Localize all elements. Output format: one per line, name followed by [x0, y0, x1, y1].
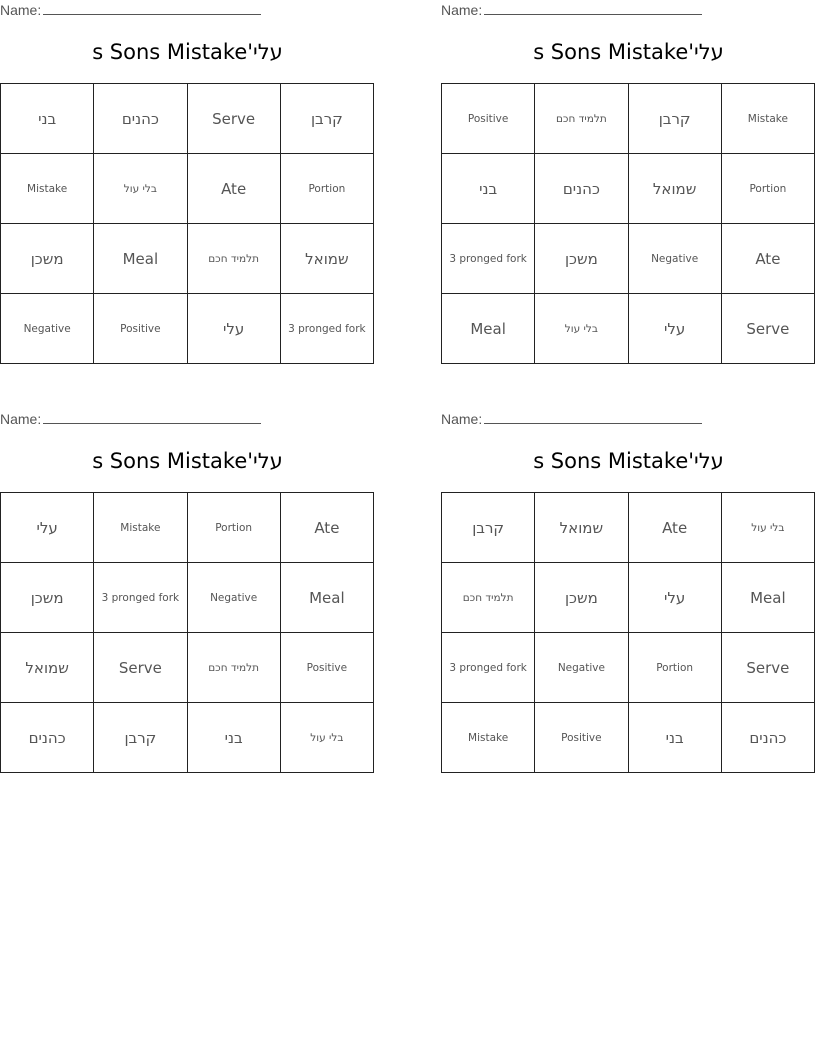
bingo-cell: כהנים — [94, 84, 187, 154]
bingo-cell: בלי עול — [535, 294, 628, 364]
name-field — [441, 2, 702, 18]
bingo-cell: Meal — [442, 294, 535, 364]
bingo-cell: בני — [628, 703, 721, 773]
grid-row — [1, 493, 374, 563]
grid-row — [1, 633, 374, 703]
bingo-cell: בני — [1, 84, 94, 154]
bingo-cell: Mistake — [94, 493, 187, 563]
grid-row — [1, 154, 374, 224]
bingo-grid — [441, 492, 815, 773]
bingo-cell: שמואל — [535, 493, 628, 563]
bingo-cell: Portion — [187, 493, 280, 563]
bingo-cell: Mistake — [1, 154, 94, 224]
grid-row — [442, 84, 815, 154]
grid-row — [442, 703, 815, 773]
bingo-cell: 3 pronged fork — [442, 633, 535, 703]
bingo-cell: תלמיד חכם — [187, 224, 280, 294]
bingo-cell: קרבן — [628, 84, 721, 154]
bingo-cell: Serve — [187, 84, 280, 154]
grid-row — [442, 563, 815, 633]
bingo-cell: Mistake — [442, 703, 535, 773]
bingo-cell: קרבן — [442, 493, 535, 563]
grid-row — [442, 493, 815, 563]
bingo-cell: בלי עול — [721, 493, 814, 563]
bingo-cell: Mistake — [721, 84, 814, 154]
bingo-cell: Ate — [628, 493, 721, 563]
bingo-cell: Positive — [94, 294, 187, 364]
bingo-cell: בלי עול — [94, 154, 187, 224]
bingo-cell: משכן — [1, 563, 94, 633]
bingo-cell: כהנים — [1, 703, 94, 773]
bingo-cell: Negative — [1, 294, 94, 364]
bingo-cell: 3 pronged fork — [442, 224, 535, 294]
bingo-cell: Positive — [535, 703, 628, 773]
bingo-cell: עלי — [1, 493, 94, 563]
card-title: עלי's Sons Mistake — [92, 449, 283, 473]
bingo-cell: עלי — [628, 563, 721, 633]
bingo-cell: תלמיד חכם — [442, 563, 535, 633]
bingo-grid — [0, 83, 374, 364]
bingo-cell: Negative — [187, 563, 280, 633]
bingo-cell: עלי — [187, 294, 280, 364]
name-field — [0, 2, 261, 18]
grid-row — [1, 84, 374, 154]
grid-row — [442, 294, 815, 364]
bingo-cell: בני — [187, 703, 280, 773]
bingo-cell: שמואל — [1, 633, 94, 703]
bingo-cell: Meal — [721, 563, 814, 633]
bingo-cell: Negative — [628, 224, 721, 294]
bingo-grid — [0, 492, 374, 773]
bingo-cell: Portion — [628, 633, 721, 703]
bingo-cell: עלי — [628, 294, 721, 364]
bingo-cell: Ate — [280, 493, 373, 563]
name-blank-line — [43, 2, 261, 15]
bingo-cell: משכן — [535, 224, 628, 294]
bingo-cell: שמואל — [280, 224, 373, 294]
bingo-cell: Serve — [94, 633, 187, 703]
name-label: Name: — [0, 2, 42, 18]
bingo-cell: Meal — [94, 224, 187, 294]
name-blank-line — [484, 2, 702, 15]
bingo-grid — [441, 83, 815, 364]
grid-row — [442, 154, 815, 224]
bingo-cell: משכן — [535, 563, 628, 633]
bingo-cell: Positive — [442, 84, 535, 154]
bingo-cell: שמואל — [628, 154, 721, 224]
grid-row — [1, 703, 374, 773]
name-label: Name: — [441, 2, 483, 18]
bingo-cell: Serve — [721, 294, 814, 364]
bingo-cell: בלי עול — [280, 703, 373, 773]
name-field — [441, 411, 702, 427]
bingo-cell: Meal — [280, 563, 373, 633]
name-blank-line — [43, 411, 261, 424]
grid-row — [1, 294, 374, 364]
bingo-cell: Negative — [535, 633, 628, 703]
name-field — [0, 411, 261, 427]
card-title: עלי's Sons Mistake — [533, 449, 724, 473]
bingo-cell: Ate — [721, 224, 814, 294]
bingo-cell: בני — [442, 154, 535, 224]
bingo-cell: Positive — [280, 633, 373, 703]
grid-row — [1, 224, 374, 294]
bingo-cell: משכן — [1, 224, 94, 294]
name-label: Name: — [0, 411, 42, 427]
bingo-cell: קרבן — [280, 84, 373, 154]
card-title: עלי's Sons Mistake — [533, 40, 724, 64]
bingo-cell: 3 pronged fork — [280, 294, 373, 364]
bingo-cell: קרבן — [94, 703, 187, 773]
bingo-cell: Portion — [280, 154, 373, 224]
grid-row — [442, 224, 815, 294]
grid-row — [1, 563, 374, 633]
bingo-cell: כהנים — [535, 154, 628, 224]
bingo-cell: כהנים — [721, 703, 814, 773]
bingo-cell: 3 pronged fork — [94, 563, 187, 633]
bingo-cell: Portion — [721, 154, 814, 224]
name-label: Name: — [441, 411, 483, 427]
bingo-cell: תלמיד חכם — [535, 84, 628, 154]
grid-row — [442, 633, 815, 703]
bingo-cell: תלמיד חכם — [187, 633, 280, 703]
bingo-cell: Ate — [187, 154, 280, 224]
name-blank-line — [484, 411, 702, 424]
card-title: עלי's Sons Mistake — [92, 40, 283, 64]
bingo-cell: Serve — [721, 633, 814, 703]
